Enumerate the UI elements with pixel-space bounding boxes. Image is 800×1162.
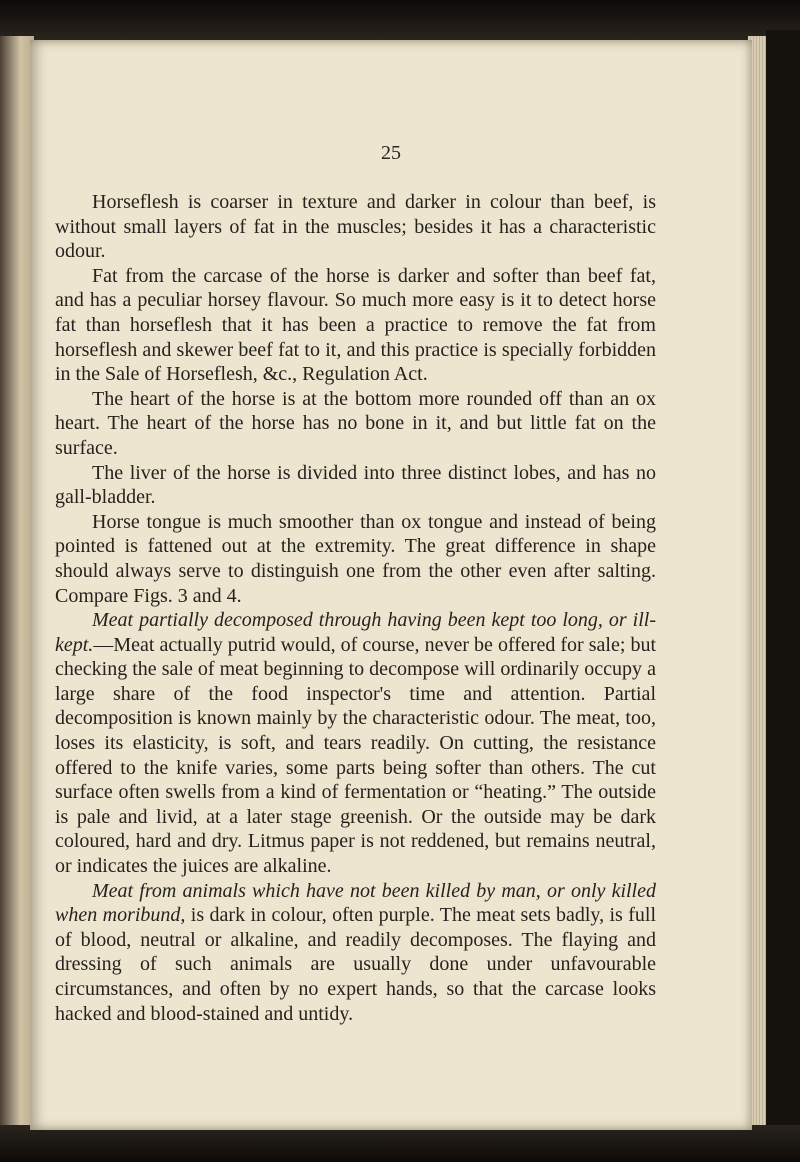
body-text: [55, 190, 656, 1026]
paragraph-horse-heart: The heart of the horse is at the bottom more rounded off than an ox heart. The heart of the horse has no bone in it, and but little fat on the surface.: [55, 387, 656, 459]
section-heading-decomposed: Meat partially decomposed through having been kept too long, or ill-kept.: [55, 609, 656, 656]
paragraph-decomposed-meat: Meat partially decomposed through having been kept too long, or ill-kept.—Meat actually putrid would, of course, never be offered for sale; but checking the sale of meat beginning to decompose will ordinarily occupy a large share of the food inspector's time and attention. Partial decomposition is known mainly by the characteristic odour. The meat, too, loses its elasticity, is soft, and tears readily. On cutting, the resistance offered to the knife varies, some parts being softer than others. The cut surface often swells from a kind of fermentation or “heating.” The outside is pale and livid, at a later stage greenish. Or the outside may be dark coloured, hard and dry. Litmus paper is not reddened, but remains neutral, or indicates the juices are alkaline.: [55, 609, 656, 878]
paragraph-horseflesh: Horseflesh is coarser in texture and darker in colour than beef, is without small layers of fat in the muscles; besides it has a characteristic odour.: [55, 191, 656, 263]
paragraph-horse-fat: Fat from the carcase of the horse is darker and softer than beef fat, and has a peculiar horsey flavour. So much more easy is it to detect horse fat than horseflesh that it has been a practice to remove the fat from horseflesh and skewer beef fat to it, and this practice is specially forbidden in the Sale of Horseflesh, &c., Regulation Act.: [55, 264, 656, 386]
book-top-edge: [0, 0, 800, 40]
book-cover-right: [766, 30, 800, 1140]
paragraph-horse-liver: The liver of the horse is divided into three distinct lobes, and has no gall-bladder.: [55, 461, 656, 509]
book-page: [30, 40, 752, 1130]
paragraph-horse-tongue: Horse tongue is much smoother than ox tongue and instead of being pointed is fattened out at the extremity. The great difference in shape should always serve to distinguish one from the other even after salting. Compare Figs. 3 and 4.: [55, 510, 656, 607]
book-bottom-edge: [0, 1125, 800, 1162]
page-number: 25: [381, 142, 401, 164]
paragraph-moribund-meat: Meat from animals which have not been killed by man, or only killed when moribund, is dark in colour, often purple. The meat sets badly, is full of blood, neutral or alkaline, and readily decomposes. The flaying and dressing of such animals are usually done under unfavourable circumstances, and often by no expert hands, so that the carcase looks hacked and blood-stained and untidy.: [55, 879, 656, 1025]
section-heading-moribund: Meat from animals which have not been killed by man, or only killed when moribund,: [55, 879, 656, 927]
left-page-edge: [0, 36, 34, 1132]
